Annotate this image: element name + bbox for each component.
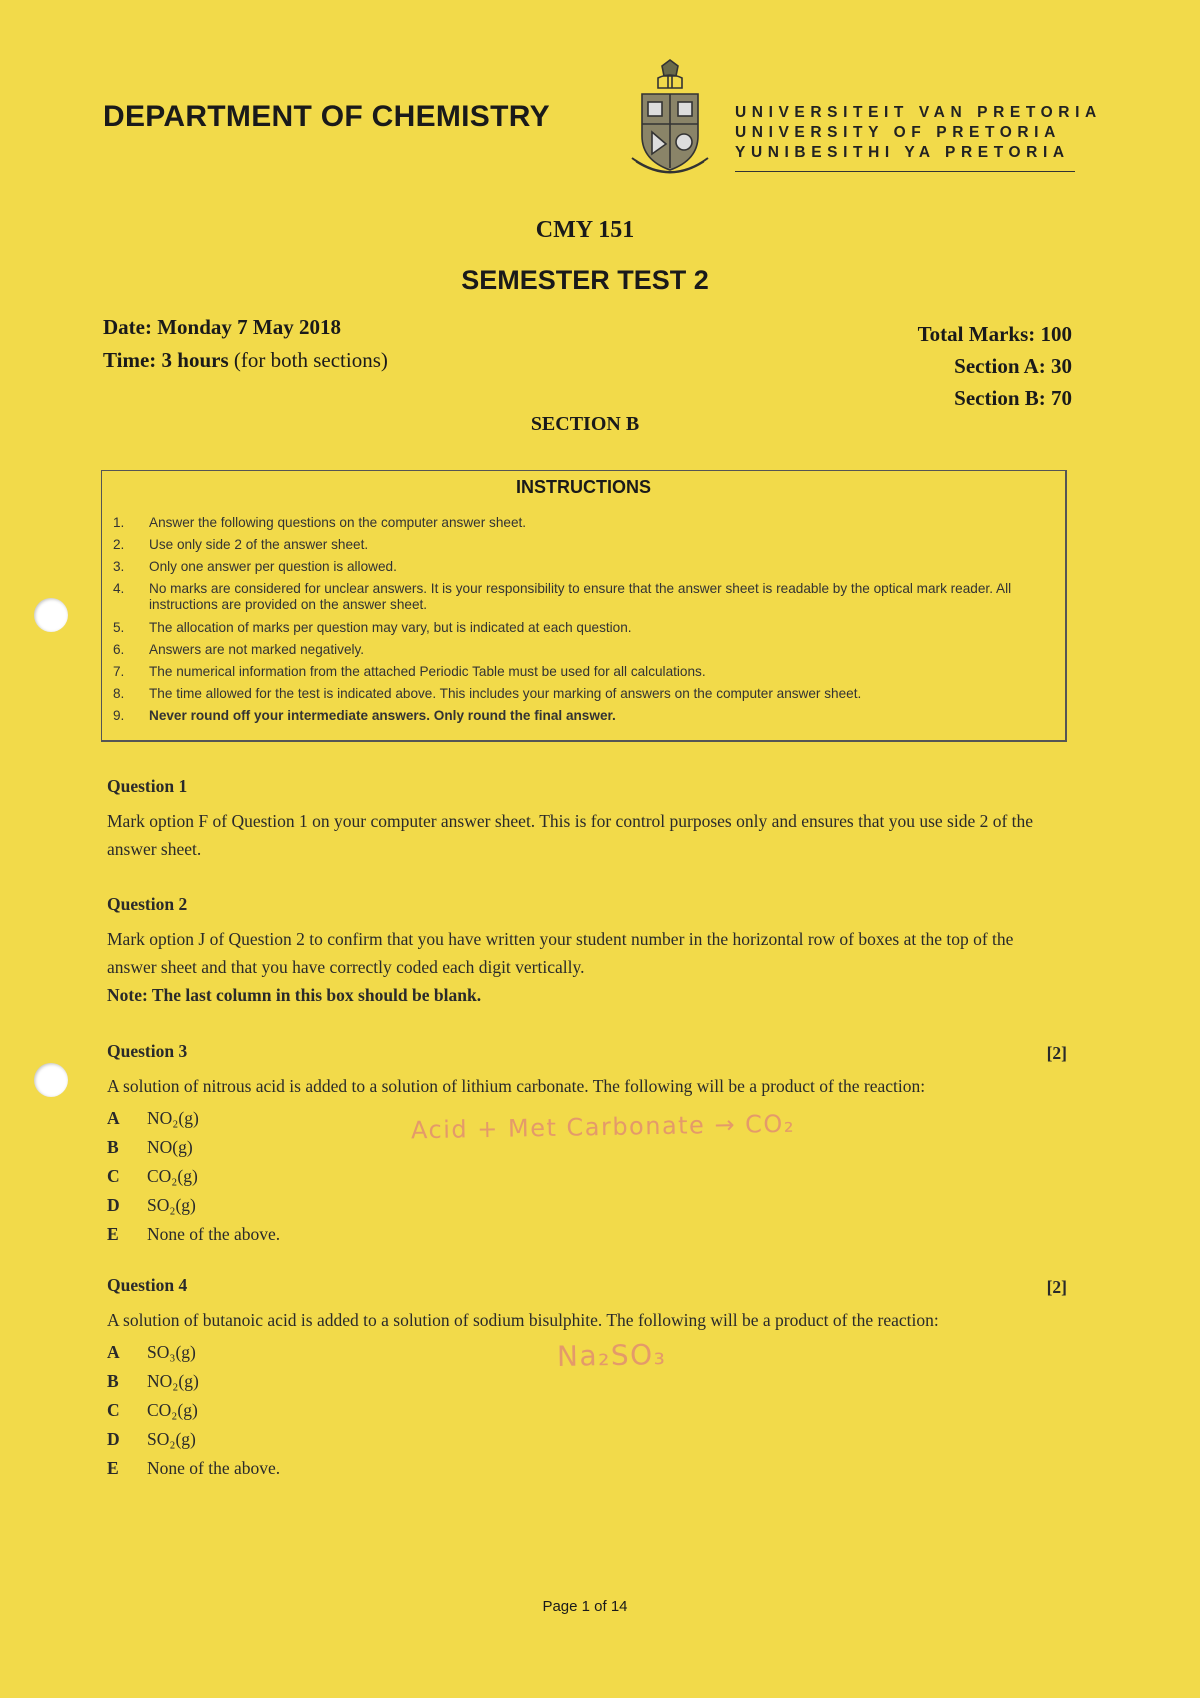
answer-option [107, 1220, 1067, 1249]
question-title: Question 1 [107, 776, 188, 796]
question-1 [107, 776, 1067, 863]
option-text: NO₂(g) [147, 1108, 199, 1128]
university-crest-icon [628, 58, 712, 182]
instruction-number: 2. [113, 537, 125, 552]
question-text: Mark option F of Question 1 on your computer answer sheet. This is for control purposes only and ensures that you use side 2 of the answer sheet. [107, 811, 1034, 859]
question-title: Question 4 [107, 1275, 188, 1295]
test-title: SEMESTER TEST 2 [461, 265, 709, 295]
question-title: Question 2 [107, 894, 188, 914]
date-line [103, 311, 388, 344]
marks-block [918, 318, 1072, 414]
date-value: Monday 7 May 2018 [157, 315, 341, 339]
section-a-marks: Section A: 30 [954, 354, 1072, 378]
option-letter: B [107, 1371, 119, 1391]
time-note: (for both sections) [233, 348, 388, 372]
instruction-number: 5. [113, 620, 125, 635]
question-marks: [2] [1046, 1043, 1067, 1063]
instructions-box [101, 470, 1067, 742]
question-text: A solution of nitrous acid is added to a solution of lithium carbonate. The following will be a product of the reaction: [107, 1076, 926, 1096]
option-text: SO₂(g) [147, 1195, 196, 1215]
instruction-item [102, 617, 1065, 639]
option-text: SO₃(g) [147, 1342, 196, 1362]
question-3 [107, 1041, 1067, 1249]
instruction-text: Answer the following questions on the computer answer sheet. [149, 515, 527, 530]
option-letter: A [107, 1342, 120, 1362]
option-text: None of the above. [147, 1224, 281, 1244]
punch-hole-top [34, 598, 68, 632]
option-letter: D [107, 1195, 120, 1215]
instruction-text: No marks are considered for unclear answers. It is your responsibility to ensure that the answer sheet is readable by the optical mark reader. All instructions are provided on the answer sheet. [149, 581, 1012, 612]
total-marks: Total Marks: 100 [917, 322, 1072, 346]
question-note: Note: The last column in this box should be blank. [107, 985, 482, 1005]
answer-option [107, 1162, 1067, 1191]
instruction-text: Answers are not marked negatively. [149, 642, 365, 657]
time-value: 3 hours [161, 348, 229, 372]
handwritten-note: Acid + Met Carbonate → CO₂ [410, 1109, 796, 1145]
course-code: CMY 151 [535, 217, 635, 243]
option-letter: A [107, 1108, 120, 1128]
instruction-item [102, 578, 1065, 617]
handwritten-note: Na₂SO₃ [556, 1338, 667, 1373]
instruction-item [102, 512, 1065, 534]
time-label: Time: [103, 348, 157, 372]
section-heading: SECTION B [530, 413, 640, 435]
option-text: SO₂(g) [147, 1429, 196, 1449]
instruction-text: The numerical information from the attached Periodic Table must be used for all calculations. [149, 664, 706, 679]
instructions-title: INSTRUCTIONS [516, 477, 651, 497]
date-time-block [103, 311, 388, 377]
answer-option [107, 1454, 1067, 1483]
answer-option [107, 1396, 1067, 1425]
question-2 [107, 894, 1067, 1009]
date-label: Date: [103, 315, 152, 339]
instruction-text: The allocation of marks per question may vary, but is indicated at each question. [149, 620, 632, 635]
instruction-text: Use only side 2 of the answer sheet. [149, 537, 369, 552]
university-name [735, 103, 1102, 163]
option-letter: E [107, 1458, 119, 1478]
option-letter: D [107, 1429, 120, 1449]
answer-option [107, 1191, 1067, 1220]
instruction-item [102, 661, 1065, 683]
instruction-number: 6. [113, 642, 125, 657]
university-name-sepedi: YUNIBESITHI YA PRETORIA [735, 144, 1070, 161]
option-text: None of the above. [147, 1458, 281, 1478]
instruction-item [102, 705, 1065, 727]
university-name-english: UNIVERSITY OF PRETORIA [735, 124, 1061, 141]
instruction-text: Only one answer per question is allowed. [149, 559, 397, 574]
instructions-list [102, 512, 1065, 727]
punch-hole-bottom [34, 1063, 68, 1097]
option-text: CO₂(g) [147, 1400, 198, 1420]
instruction-number: 3. [113, 559, 125, 574]
question-4 [107, 1275, 1067, 1483]
option-letter: B [107, 1137, 119, 1157]
option-letter: E [107, 1224, 119, 1244]
instruction-number: 9. [113, 708, 125, 723]
time-line [103, 344, 388, 377]
instruction-number: 4. [113, 581, 125, 596]
instruction-text: The time allowed for the test is indicated above. This includes your marking of answers on the computer answer sheet. [149, 686, 862, 701]
option-text: CO₂(g) [147, 1166, 198, 1186]
question-text: A solution of butanoic acid is added to a solution of sodium bisulphite. The following will be a product of the reaction: [107, 1310, 939, 1330]
instruction-item [102, 639, 1065, 661]
instruction-item [102, 683, 1065, 705]
option-text: NO(g) [147, 1137, 193, 1157]
option-letter: C [107, 1166, 120, 1186]
option-text: NO₂(g) [147, 1371, 199, 1391]
option-letter: C [107, 1400, 120, 1420]
question-text: Mark option J of Question 2 to confirm that you have written your student number in the horizontal row of boxes at the top of the answer sheet and that you have correctly coded each digit vertically. [107, 929, 1014, 977]
department-title: DEPARTMENT OF CHEMISTRY [103, 100, 550, 133]
instruction-item [102, 534, 1065, 556]
question-title: Question 3 [107, 1041, 188, 1061]
page-number: Page 1 of 14 [542, 1598, 628, 1615]
question-marks: [2] [1046, 1277, 1067, 1297]
instruction-number: 7. [113, 664, 125, 679]
instruction-number: 8. [113, 686, 125, 701]
instruction-item [102, 556, 1065, 578]
section-b-marks: Section B: 70 [954, 386, 1072, 410]
instruction-number: 1. [113, 515, 125, 530]
instruction-text: Never round off your intermediate answers. Only round the final answer. [149, 708, 616, 723]
header-divider [735, 171, 1075, 172]
university-name-afrikaans: UNIVERSITEIT VAN PRETORIA [735, 104, 1102, 121]
answer-option [107, 1425, 1067, 1454]
